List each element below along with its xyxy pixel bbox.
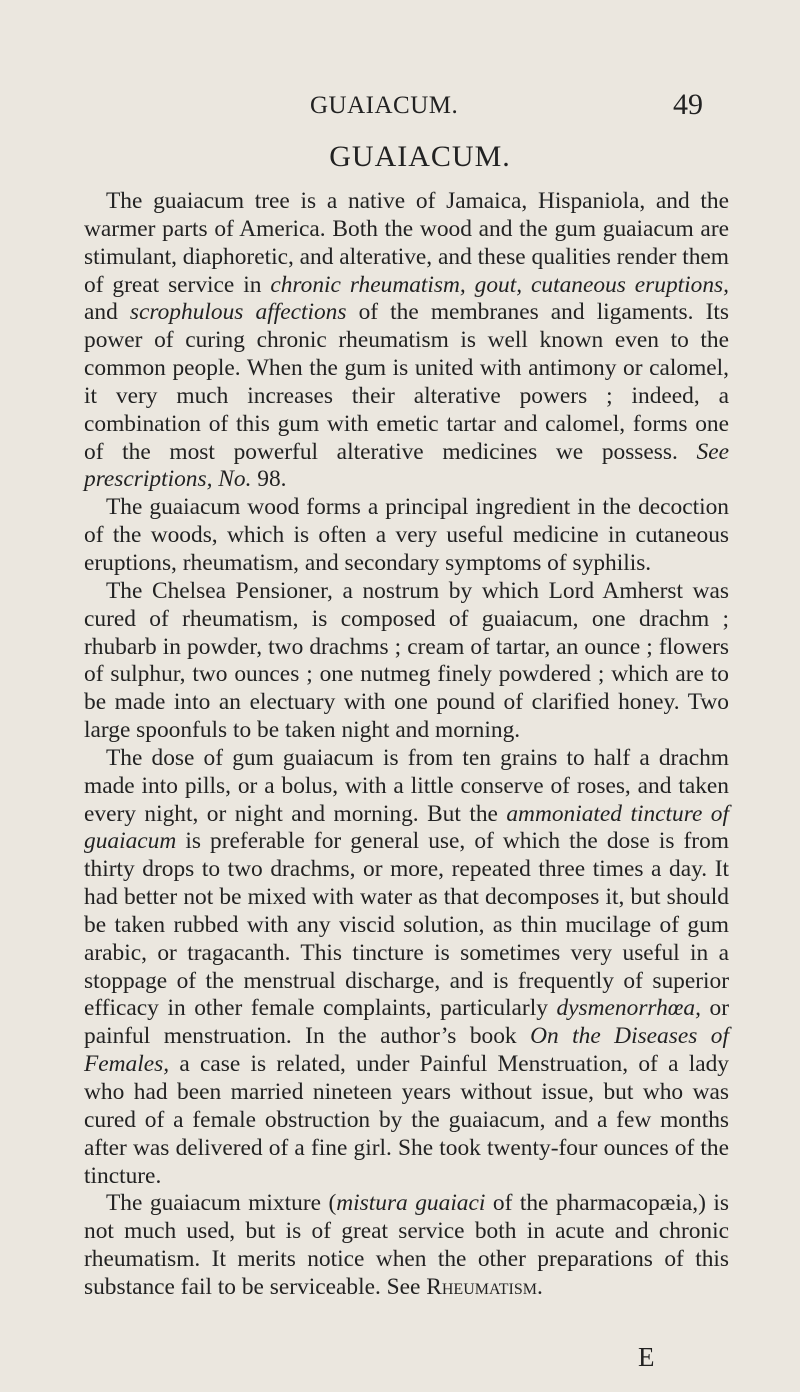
text-run: a case is related, under Painful Menstruation, of a lady who had been married nineteen years without issue, but who was cured of a female obstruction by the guaiacum, and a few months after was delivered of a fine girl. She took twenty-four ounces of the tincture. [84,1051,729,1189]
text-run: is preferable for general use, of which the dose is from thirty drops to two drachms, or more, repeated three times a day. It had better not be mixed with water as that decomposes it, but should be taken rubbed with any viscid solution, as thin mucilage of gum arabic, or tragacanth. This tincture is sometimes very useful in a stoppage of the menstrual discharge, and is frequently of superior efficacy in other female complaints, particularly [84,828,729,1022]
italic-run: chronic rheumatism, gout, cutaneous eruptions, [270,271,729,298]
running-head: GUAIACUM. [310,92,459,119]
signature-mark: E [638,1342,655,1372]
text-run: The guaiacum mixture ( [106,1190,337,1217]
text-run: The dose of gum guaiacum is from ten grains to half a drachm made into pills, or a bolus, with a little conserve of roses, and taken every night, or night and morning. But the [84,744,729,827]
italic-run: ammoniated tincture of guaiacum [84,800,729,855]
paragraph-intro [84,188,729,494]
text-run: of the pharmacopæia,) is not much used, but is of great service both in acute and chronic rheumatism. It merits notice when the other preparations of this substance fail to be serviceable. See [84,1190,729,1300]
italic-run: mistura guaiaci [336,1190,486,1217]
text-run: or painful menstruation. In the author’s book [84,995,729,1050]
text-run: of the membranes and ligaments. Its power of curing chronic rheumatism is well known even to the common people. When the gum is united with antimony or calomel, it very much increases their alterative powers ; indeed, a combination of this gum with emetic tartar and calomel, forms one of the most powerful alterative medicines we possess. [84,299,729,465]
paragraph-wood: The guaiacum wood forms a principal ingredient in the decoction of the woods, which is often a very useful medicine in cutaneous eruptions, rheumatism, and secondary symptoms of syphilis. [84,494,729,576]
body-text [84,188,729,1302]
cross-reference: Rheumatism. [426,1273,543,1300]
paragraph-mixture [84,1190,729,1301]
paragraph-chelsea-pensioner: The Chelsea Pensioner, a nostrum by which Lord Amherst was cured of rheumatism, is composed of guaiacum, one drachm ; rhubarb in powder, two drachms ; cream of tartar, an ounce ; flowers of sulphur, two ounces ; one nutmeg finely powdered ; which are to be made into an electuary with one pound of clarified honey. Two large spoonfuls to be taken night and morning. [84,577,729,744]
cross-reference: See prescriptions, No. [84,438,729,493]
text-run: The guaiacum tree is a native of Jamaica, Hispaniola, and the warmer parts of America. Both the wood and the gum guaiacum are stimulant, diaphoretic, and alterative, and these qualities render them of great service in [84,188,729,298]
text-run: and [84,299,130,326]
book-title: On the Diseases of Females, [84,1023,730,1078]
page-number: 49 [673,88,703,121]
text-run: 98. [251,466,287,493]
italic-run: dysmenorrhœa, [556,995,701,1022]
paragraph-dose [84,745,729,1191]
italic-run: scrophulous affections [129,299,347,326]
section-heading: GUAIACUM. [329,140,511,173]
